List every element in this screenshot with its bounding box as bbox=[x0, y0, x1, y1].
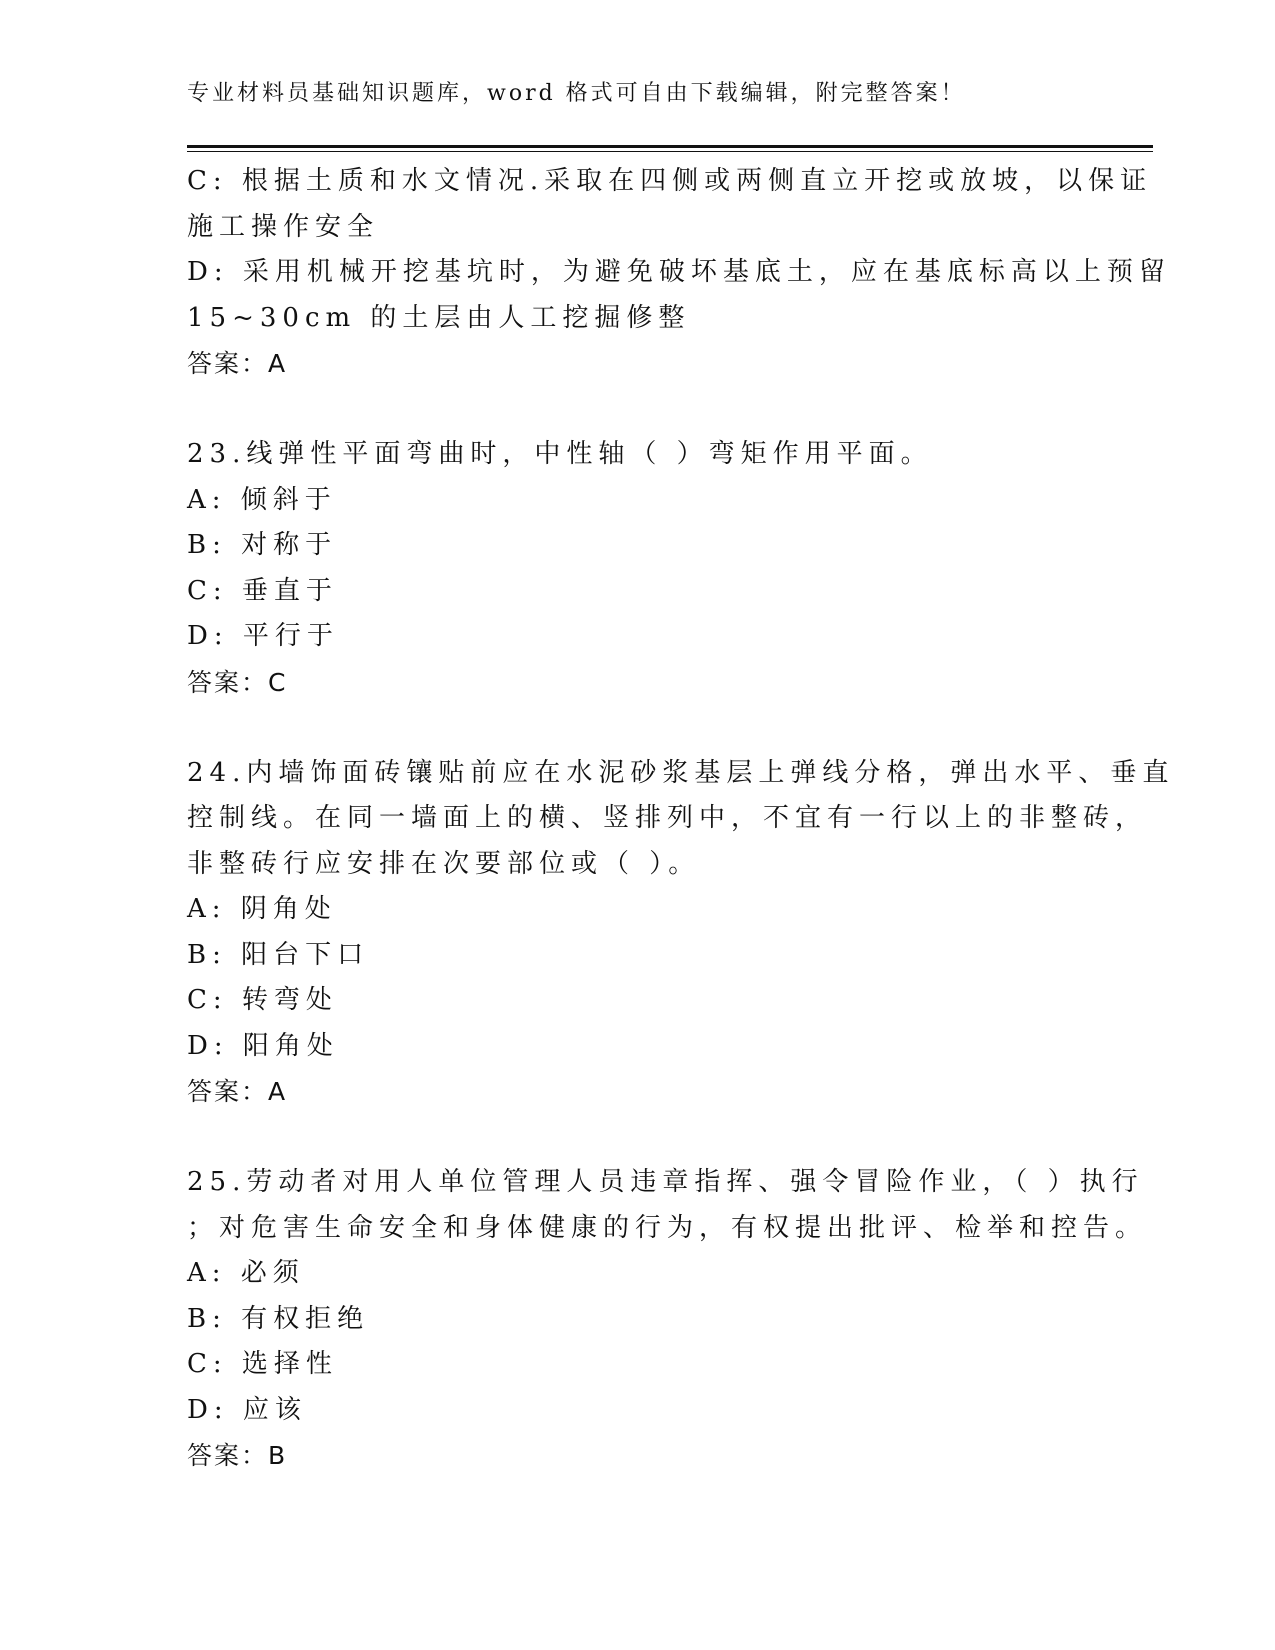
option-b: B: 阳台下口 bbox=[187, 939, 370, 970]
question-block bbox=[187, 751, 1175, 1115]
spacer bbox=[187, 1115, 1087, 1161]
option-b: B: 有权拒绝 bbox=[187, 1303, 370, 1334]
question-stem-continued: 控制线。在同一墙面上的横、竖排列中，不宜有一行以上的非整砖， bbox=[187, 803, 1148, 833]
option-c: C: 垂直于 bbox=[187, 575, 338, 606]
answer-line: 答案：A bbox=[187, 1077, 288, 1106]
answer-line: 答案：C bbox=[187, 667, 288, 697]
option-c-text-continued: 施工操作安全 bbox=[187, 211, 380, 242]
page-header: 专业材料员基础知识题库，word 格式可自由下载编辑，附完整答案！ bbox=[187, 81, 966, 106]
question-block bbox=[187, 159, 1171, 387]
spacer bbox=[187, 387, 1087, 433]
option-a: A: 阴角处 bbox=[187, 894, 337, 924]
option-d: D: 平行于 bbox=[187, 621, 339, 651]
option-c: C: 转弯处 bbox=[187, 985, 338, 1015]
option-c-text: C: 根据土质和水文情况.采取在四侧或两侧直立开挖或放坡，以保证 bbox=[187, 166, 1153, 196]
header-divider-thin bbox=[187, 151, 1153, 152]
option-d-text-continued: 15~30cm 的土层由人工挖掘修整 bbox=[187, 302, 691, 333]
question-stem: 24.内墙饰面砖镶贴前应在水泥砂浆基层上弹线分格，弹出水平、垂直 bbox=[187, 757, 1175, 788]
question-stem: 23.线弹性平面弯曲时，中性轴（ ）弯矩作用平面。 bbox=[187, 439, 933, 469]
answer-line: 答案：A bbox=[187, 349, 288, 378]
option-d: D: 阳角处 bbox=[187, 1030, 339, 1061]
question-stem-continued: 非整砖行应安排在次要部位或（ ）。 bbox=[187, 848, 701, 879]
question-block bbox=[187, 1160, 1148, 1479]
question-stem-continued: ；对危害生命安全和身体健康的行为，有权提出批评、检举和控告。 bbox=[187, 1212, 1148, 1243]
question-content bbox=[187, 159, 1175, 1479]
option-c: C: 选择性 bbox=[187, 1349, 338, 1379]
question-stem: 25.劳动者对用人单位管理人员违章指挥、强令冒险作业，（ ）执行 bbox=[187, 1167, 1144, 1197]
answer-line: 答案：B bbox=[187, 1441, 288, 1470]
option-d: D: 应该 bbox=[187, 1394, 307, 1425]
option-a: A: 必须 bbox=[187, 1258, 305, 1288]
question-block bbox=[187, 432, 1087, 705]
option-b: B: 对称于 bbox=[187, 530, 338, 560]
option-d-text: D: 采用机械开挖基坑时，为避免破坏基底土，应在基底标高以上预留 bbox=[187, 257, 1171, 287]
header-divider bbox=[187, 145, 1153, 148]
spacer bbox=[187, 705, 1087, 751]
option-a: A: 倾斜于 bbox=[187, 484, 337, 515]
